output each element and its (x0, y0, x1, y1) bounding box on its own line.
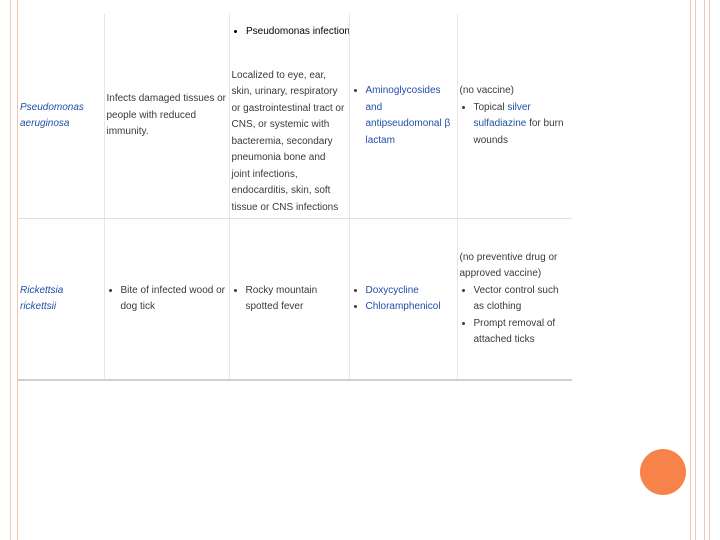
list-item (366, 299, 455, 316)
treatment-cell (349, 219, 457, 381)
right-frame-border-inner (690, 0, 696, 540)
treatment-link[interactable]: Doxycycline (365, 284, 419, 296)
organism-link[interactable]: Rickettsia rickettsii (20, 284, 64, 312)
left-frame-border (10, 0, 18, 540)
organism-cell (18, 14, 104, 219)
list-item (366, 83, 455, 149)
prevention-cell (457, 219, 572, 381)
list-item (246, 283, 347, 316)
prevention-note: (no preventive drug or approved vaccine) (459, 251, 558, 279)
right-frame-border-outer (704, 0, 710, 540)
table-row (18, 219, 572, 381)
treatment-link[interactable]: Chloramphenicol (365, 301, 441, 312)
prevention-prefix: Topical (473, 101, 505, 113)
list-item: • Prompt removal of attached ticks (474, 316, 571, 349)
list-item (474, 100, 571, 150)
organism-cell (18, 219, 104, 381)
characteristics-cell: Infects damaged tissues or people with reduced immunity. (104, 14, 229, 219)
disease-cell (229, 14, 349, 219)
prevention-suffix: for burn wounds (473, 118, 564, 146)
list-item: • Vector control such as clothing (474, 283, 571, 316)
accent-circle (640, 449, 686, 495)
disease-link[interactable]: Rocky mountain spotted fever (245, 284, 318, 312)
organism-link[interactable]: Pseudomonas aeruginosa (20, 101, 84, 129)
table-row (18, 14, 572, 219)
list-item: • Pseudomonas infection (246, 24, 350, 41)
disease-text: Localized to eye, ear, skin, urinary, respiratory or gastrointestinal tract or CNS, or systemic with bacteremia, secondary pneumonia bone and joint infections, endocarditis, skin, soft tissue or CNS infections (231, 69, 345, 213)
disease-cell (229, 219, 349, 381)
treatment-cell (349, 14, 457, 219)
characteristics-cell (104, 219, 229, 381)
treatment-link[interactable]: Aminoglycosides and antipseudomonal β lactam (365, 85, 451, 146)
prevention-drug-link[interactable]: silver sulfadiazine (473, 101, 531, 129)
bacteria-table (18, 14, 572, 381)
prevention-note: (no vaccine) (459, 85, 514, 96)
prevention-cell (457, 14, 572, 219)
list-item: • Bite of infected wood or dog tick (121, 283, 227, 316)
list-item (366, 283, 455, 300)
